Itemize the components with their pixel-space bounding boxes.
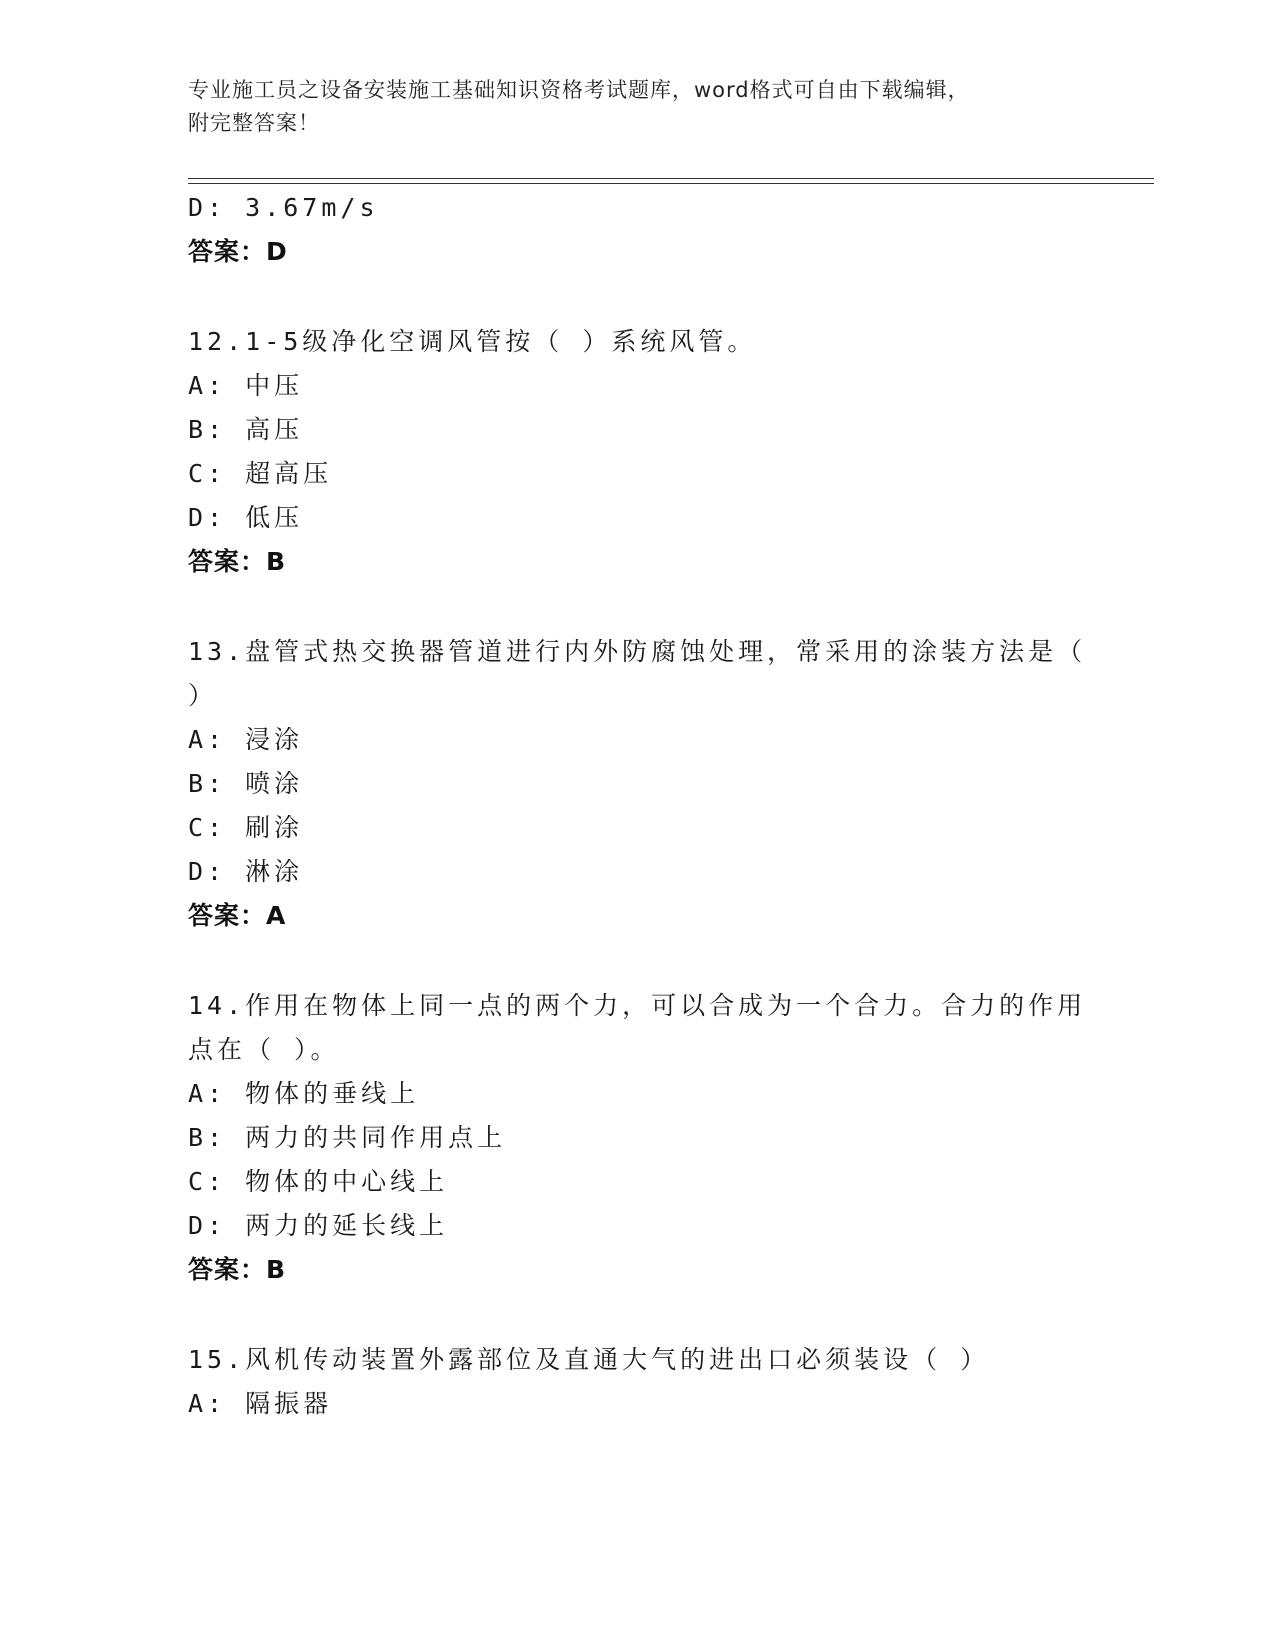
q13-stem-line-2: ） [188,681,218,710]
prev-option-d: D: 3.67m/s [188,193,379,222]
q13-option-d: D: 淋涂 [188,857,304,886]
q14-stem-line-1: 14.作用在物体上同一点的两个力，可以合成为一个合力。合力的作用 [188,991,1087,1020]
q13-option-b: B: 喷涂 [188,769,304,798]
q14-answer: 答案：B [188,1255,287,1284]
q15-option-a: A: 隔振器 [188,1389,333,1418]
q14-option-a: A: 物体的垂线上 [188,1079,420,1108]
prev-answer: 答案：D [188,237,288,266]
q14-option-d: D: 两力的延长线上 [188,1211,449,1240]
q14-option-b: B: 两力的共同作用点上 [188,1123,507,1152]
q13-option-c: C: 刷涂 [188,813,304,842]
q13-answer: 答案：A [188,901,287,930]
q12-option-c: C: 超高压 [188,459,333,488]
header-divider-bottom [188,183,1154,184]
header-line-1: 专业施工员之设备安装施工基础知识资格考试题库，word格式可自由下载编辑， [188,78,970,102]
q12-option-d: D: 低压 [188,503,304,532]
q13-option-a: A: 浸涂 [188,725,304,754]
q12-option-a: A: 中压 [188,371,304,400]
q12-option-b: B: 高压 [188,415,304,444]
q15-stem: 15.风机传动装置外露部位及直通大气的进出口必须装设（ ） [188,1345,990,1374]
document-header [188,74,1088,140]
q12-stem: 12.1-5级净化空调风管按（ ）系统风管。 [188,327,757,356]
header-divider-top [188,178,1154,179]
q13-stem-line-1: 13.盘管式热交换器管道进行内外防腐蚀处理，常采用的涂装方法是（ [188,637,1087,666]
q12-answer: 答案：B [188,547,287,576]
q14-option-c: C: 物体的中心线上 [188,1167,449,1196]
q14-stem-line-2: 点在（ ）。 [188,1035,340,1064]
header-line-2: 附完整答案！ [188,111,320,135]
